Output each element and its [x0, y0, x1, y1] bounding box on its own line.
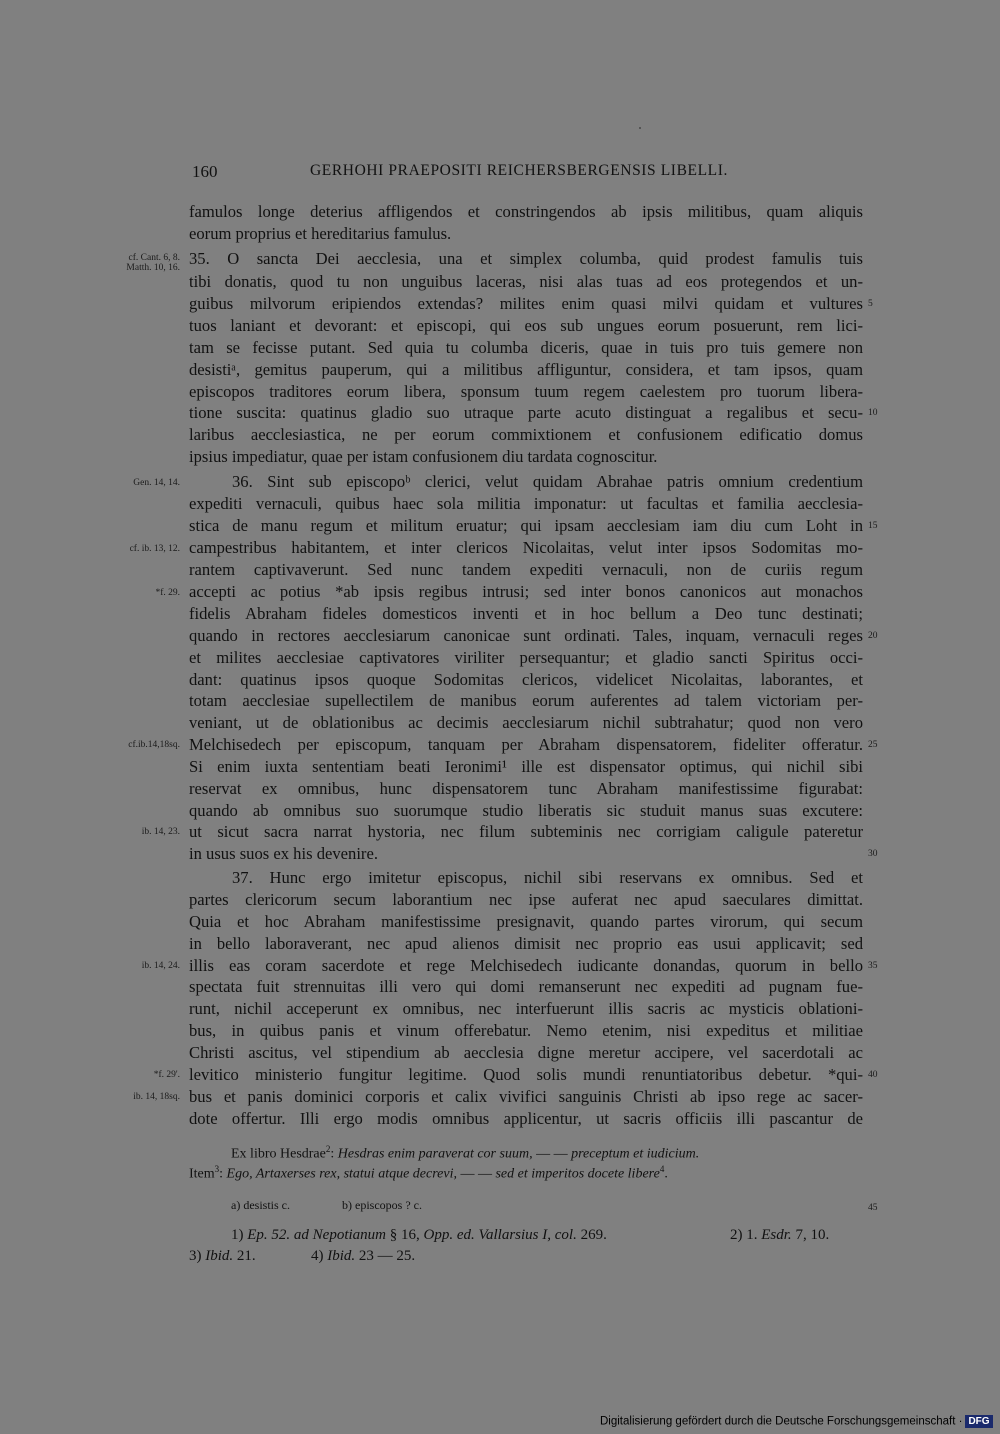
- text-line: partes clericorum secum laborantium nec ipse auferat nec apud saeculares dimittat.: [189, 890, 863, 909]
- note-hesdrae: Ex libro Hesdrae$^2$: Hesdras enim paraverat cor suum, — — preceptum et iudicium.: [231, 1144, 700, 1162]
- line-number: 15: [868, 521, 878, 531]
- margin-note: ib. 14, 23.: [141, 827, 180, 837]
- line-number: 30: [868, 849, 878, 859]
- text-line: tione suscita: quatinus gladio suo utraque parte acuto distinguat a regalibus et secu-: [189, 403, 863, 422]
- text-line: 36. Sint sub episcopoᵇ clerici, velut quidam Abrahae patris omnium credentium: [232, 472, 863, 491]
- dfg-logo: DFG: [965, 1415, 992, 1428]
- line-number: 45: [868, 1203, 878, 1213]
- text-line: stica de manu regum et militum eruatur; qui ipsam aecclesiam iam diu cum Loht in: [189, 516, 863, 535]
- margin-note: *f. 29.: [155, 588, 180, 598]
- text-line: campestribus habitantem, et inter clericos Nicolaitas, velut inter ipsos Sodomitas mo-: [189, 538, 863, 557]
- funding-footer: [600, 1415, 995, 1431]
- text-line: Melchisedech per episcopum, tanquam per Abraham dispensatorem, fideliter offeratur.: [189, 735, 863, 754]
- note-item: Item$^3$: Ego, Artaxerses rex, statui atque decrevi, — — sed et imperitos docete libere$^4$.: [189, 1164, 668, 1182]
- text-line: laribus aecclesiastica, ne per eorum commixtionem et confusionem edificatio domus: [189, 425, 863, 444]
- line-number: 35: [868, 961, 878, 971]
- line-number: 5: [868, 299, 873, 309]
- text-line: illis eas coram sacerdote et rege Melchisedech iudicante donandas, quorum in bello: [189, 956, 863, 975]
- text-line: episcopos traditores eorum libera, sponsum tuum regem caelestem pro tuorum libera-: [189, 382, 863, 401]
- text-line: spectata fuit strennuitas illi vero qui domi remanserunt nec expediti ad pugnam fue-: [189, 977, 863, 996]
- footnote-3: 3) Ibid. 21.: [189, 1248, 256, 1264]
- margin-note: ib. 14, 18sq.: [133, 1092, 180, 1102]
- text-line: tibi donatis, quod tu non unguibus laceras, nisi alas tuas ad eos protegendos et un-: [189, 272, 863, 291]
- text-line: famulos longe deterius affligendos et constringendos ab ipsis militibus, quam aliquis: [189, 202, 863, 221]
- text-line: runt, nichil acceperunt ex omnibus, nec interfuerunt illis sacris ac mysticis oblationi-: [189, 999, 863, 1018]
- text-line: Quia et hoc Abraham manifestissime presignavit, quando partes virorum, qui secum: [189, 912, 863, 931]
- margin-note: *f. 29'.: [153, 1070, 180, 1080]
- variant-a: a) desistis c.: [231, 1198, 290, 1212]
- variant-b: b) episcopos ? c.: [342, 1198, 422, 1212]
- text-line: accepti ac potius *ab ipsis regibus intrusi; sed inter bonos canonicos aut monachos: [189, 582, 863, 601]
- line-number: 25: [868, 740, 878, 750]
- text-line: fidelis Abraham fideles domesticos inventi et in hoc bellum a Deo tunc destinati;: [189, 604, 863, 623]
- text-line: desistiᵃ, gemitus pauperum, qui a militibus affliguntur, considera, et tam ipsos, quam: [189, 360, 863, 379]
- margin-note: Matth. 10, 16.: [126, 263, 180, 273]
- text-line: ut sicut sacra narrat hystoria, nec filum subteminis nec corrigiam caligule pateretur: [189, 822, 863, 841]
- line-number: 20: [868, 631, 878, 641]
- text-line: Christi ascitus, vel stipendium ab aecclesia digne meretur accipere, vel sacerdotali ac: [189, 1043, 863, 1062]
- text-line: 37. Hunc ergo imitetur episcopus, nichil sibi reservans ex omnibus. Sed et: [232, 868, 863, 887]
- text-line: tam se fecisse putant. Sed quia tu columba diceris, quae in tuis pro tuis gemere non: [189, 338, 863, 357]
- text-line: ipsius impediatur, quae per istam confusionem diu tardata cognoscitur.: [189, 447, 658, 466]
- text-line: tuos laniant et devorant: et episcopi, qui eos sub ungues eorum posuerunt, rem lici-: [189, 316, 863, 335]
- text-line: in usus suos ex his devenire.: [189, 844, 378, 863]
- footnote-4: 4) Ibid. 23 — 25.: [311, 1248, 416, 1264]
- text-line: dant: quatinus ipsos quoque Sodomitas clericos, videlicet Nicolaitas, laborantes, et: [189, 670, 863, 689]
- text-line: veniant, ut de oblationibus ac decimis aecclesiarum nichil subtrahatur; quod non vero: [189, 713, 863, 732]
- text-line: totam aecclesiae supellectilem de manibus eorum auferentes ad talem victoriam per-: [189, 691, 863, 710]
- text-line: eorum proprius et hereditarius famulus.: [189, 224, 452, 243]
- funding-text: Digitalisierung gefördert durch die Deutsche Forschungsgemeinschaft ·: [600, 1415, 963, 1428]
- page-number: 160: [192, 162, 218, 181]
- text-line: expediti vernaculi, quibus haec sola militia imponatur: ut facultas et familia aecclesia-: [189, 494, 863, 513]
- text-line: quando ab omnibus suo suorumque studio liberatis sic studuit manus suas excutere:: [189, 801, 863, 820]
- running-title: GERHOHI PRAEPOSITI REICHERSBERGENSIS LIBELLI.: [310, 162, 728, 179]
- text-line: reservat ex omnibus, hunc dispensatorem tunc Abraham manifestissime figurabat:: [189, 779, 863, 798]
- margin-note: cf.ib.14,18sq.: [128, 740, 180, 750]
- margin-note: Gen. 14, 14.: [133, 478, 180, 488]
- text-line: et milites aecclesiae captivatores viriliter persequantur; et gladio sancti Spiritus occi-: [189, 648, 863, 667]
- text-line: bus et panis dominici corporis et calix vivifici sanguinis Christi ab ipso rege ac sacer-: [189, 1087, 863, 1106]
- line-number: 10: [868, 408, 878, 418]
- footnote-1: 1) Ep. 52. ad Nepotianum § 16, Opp. ed. Vallarsius I, col. 269.: [231, 1227, 607, 1243]
- text-line: levitico ministerio fungitur legitime. Quod solis mundi renuntiatoribus debetur. *qui-: [189, 1065, 863, 1084]
- text-line: quando in rectores aecclesiarum canonicae sunt ordinati. Tales, inquam, vernaculi reges: [189, 626, 863, 645]
- text-line: guibus milvorum eripiendos extendas? milites enim quasi milvi quidam et vultures: [189, 294, 863, 313]
- margin-note: cf. ib. 13, 12.: [129, 544, 180, 554]
- text-line: rantem captivaverunt. Sed nunc tandem expediti vernaculi, non de curiis regum: [189, 560, 863, 579]
- footnote-2: 2) 1. Esdr. 7, 10.: [730, 1227, 830, 1243]
- text-line: Si enim iuxta sententiam beati Ieronimi¹ ille est dispensator optimus, qui nichil sibi: [189, 757, 863, 776]
- line-number: 40: [868, 1070, 878, 1080]
- text-line: bus, in quibus panis et vinum offerebatur. Nemo etenim, nisi expeditus et militiae: [189, 1021, 863, 1040]
- text-line: dote offertur. Illi ergo modis omnibus applicentur, ut sacris officiis illi pascantur de: [189, 1109, 863, 1128]
- text-line: in bello laboraverant, nec apud alienos dimisit nec proprio eas usui applicavit; sed: [189, 934, 863, 953]
- margin-note: ib. 14, 24.: [141, 961, 180, 971]
- margin-note: cf. Cant. 6, 8.: [128, 253, 180, 263]
- text-line: 35. O sancta Dei aecclesia, una et simplex columba, quid prodest famulis tuis: [189, 249, 863, 268]
